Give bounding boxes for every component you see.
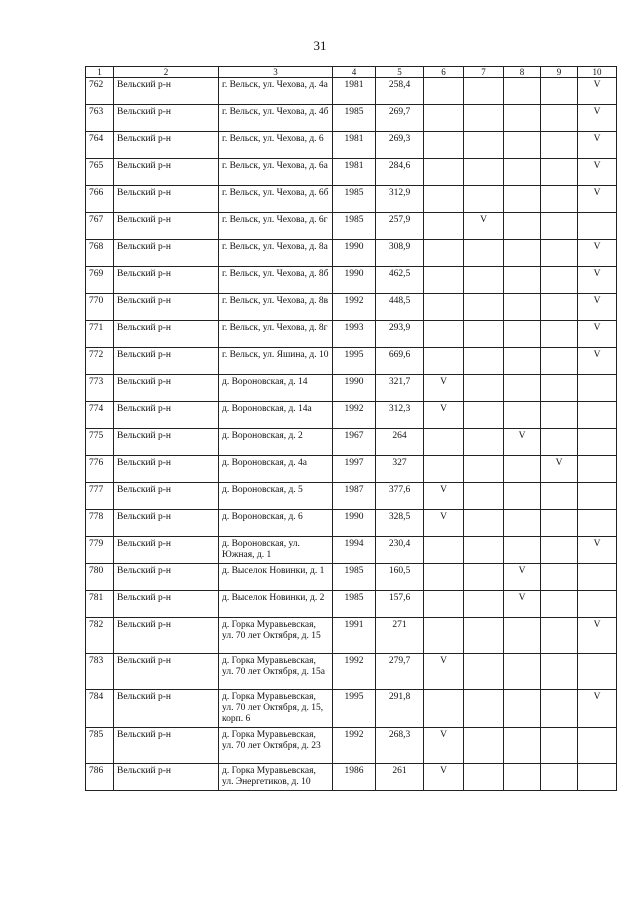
- table-row: [86, 510, 617, 537]
- table-row: [86, 105, 617, 132]
- table-row: [86, 213, 617, 240]
- mark-cell-col-10: V: [578, 537, 617, 564]
- housing-registry-table: [85, 66, 617, 791]
- table-row: [86, 402, 617, 429]
- area-cell: 269,3: [376, 132, 424, 159]
- mark-cell-col-6: [424, 690, 464, 728]
- district-cell: Вельский р-н: [114, 105, 219, 132]
- year-cell: 1985: [333, 186, 376, 213]
- district-cell: Вельский р-н: [114, 591, 219, 618]
- column-header: 7: [464, 67, 504, 78]
- table-row: [86, 564, 617, 591]
- mark-cell-col-9: [541, 618, 578, 654]
- mark-cell-col-9: [541, 591, 578, 618]
- table-row: [86, 690, 617, 728]
- row-number: 772: [86, 348, 114, 375]
- mark-cell-col-9: [541, 728, 578, 764]
- year-cell: 1997: [333, 456, 376, 483]
- area-cell: 308,9: [376, 240, 424, 267]
- mark-cell-col-9: [541, 537, 578, 564]
- address-cell: г. Вельск, ул. Чехова, д. 8а: [219, 240, 333, 267]
- table-row: [86, 456, 617, 483]
- address-cell: д. Выселок Новинки, д. 2: [219, 591, 333, 618]
- mark-cell-col-10: [578, 456, 617, 483]
- address-cell: г. Вельск, ул. Чехова, д. 6г: [219, 213, 333, 240]
- mark-cell-col-7: [464, 348, 504, 375]
- row-number: 786: [86, 764, 114, 791]
- mark-cell-col-9: [541, 321, 578, 348]
- area-cell: 230,4: [376, 537, 424, 564]
- area-cell: 327: [376, 456, 424, 483]
- mark-cell-col-9: [541, 348, 578, 375]
- mark-cell-col-8: [504, 321, 541, 348]
- address-cell: г. Вельск, ул. Чехова, д. 8б: [219, 267, 333, 294]
- row-number: 762: [86, 78, 114, 105]
- year-cell: 1967: [333, 429, 376, 456]
- mark-cell-col-7: [464, 321, 504, 348]
- address-cell: д. Горка Муравьевская, ул. 70 лет Октября, д. 15а: [219, 654, 333, 690]
- district-cell: Вельский р-н: [114, 456, 219, 483]
- year-cell: 1987: [333, 483, 376, 510]
- mark-cell-col-6: [424, 267, 464, 294]
- mark-cell-col-9: [541, 78, 578, 105]
- area-cell: 293,9: [376, 321, 424, 348]
- mark-cell-col-9: [541, 294, 578, 321]
- mark-cell-col-10: [578, 564, 617, 591]
- mark-cell-col-6: V: [424, 510, 464, 537]
- district-cell: Вельский р-н: [114, 159, 219, 186]
- mark-cell-col-7: [464, 483, 504, 510]
- mark-cell-col-7: [464, 690, 504, 728]
- table-row: [86, 764, 617, 791]
- mark-cell-col-10: V: [578, 186, 617, 213]
- row-number: 785: [86, 728, 114, 764]
- mark-cell-col-9: [541, 186, 578, 213]
- district-cell: Вельский р-н: [114, 483, 219, 510]
- mark-cell-col-7: [464, 510, 504, 537]
- mark-cell-col-6: [424, 321, 464, 348]
- mark-cell-col-9: [541, 132, 578, 159]
- mark-cell-col-8: [504, 213, 541, 240]
- address-cell: г. Вельск, ул. Чехова, д. 4а: [219, 78, 333, 105]
- mark-cell-col-7: [464, 105, 504, 132]
- mark-cell-col-6: [424, 240, 464, 267]
- mark-cell-col-8: [504, 483, 541, 510]
- table-row: [86, 728, 617, 764]
- table-row: [86, 537, 617, 564]
- area-cell: 448,5: [376, 294, 424, 321]
- mark-cell-col-10: [578, 764, 617, 791]
- area-cell: 312,9: [376, 186, 424, 213]
- table-row: [86, 78, 617, 105]
- mark-cell-col-6: V: [424, 728, 464, 764]
- row-number: 769: [86, 267, 114, 294]
- address-cell: д. Вороновская, д. 5: [219, 483, 333, 510]
- row-number: 775: [86, 429, 114, 456]
- row-number: 782: [86, 618, 114, 654]
- district-cell: Вельский р-н: [114, 402, 219, 429]
- mark-cell-col-8: [504, 105, 541, 132]
- mark-cell-col-8: V: [504, 429, 541, 456]
- table-row: [86, 375, 617, 402]
- table-header: [86, 67, 617, 78]
- year-cell: 1992: [333, 654, 376, 690]
- mark-cell-col-7: [464, 654, 504, 690]
- year-cell: 1992: [333, 728, 376, 764]
- area-cell: 160,5: [376, 564, 424, 591]
- mark-cell-col-8: [504, 375, 541, 402]
- mark-cell-col-8: V: [504, 564, 541, 591]
- mark-cell-col-8: [504, 510, 541, 537]
- mark-cell-col-10: V: [578, 267, 617, 294]
- mark-cell-col-9: [541, 213, 578, 240]
- year-cell: 1993: [333, 321, 376, 348]
- row-number: 779: [86, 537, 114, 564]
- year-cell: 1994: [333, 537, 376, 564]
- row-number: 778: [86, 510, 114, 537]
- mark-cell-col-7: [464, 294, 504, 321]
- area-cell: 291,8: [376, 690, 424, 728]
- mark-cell-col-7: [464, 375, 504, 402]
- mark-cell-col-6: [424, 618, 464, 654]
- mark-cell-col-10: V: [578, 321, 617, 348]
- mark-cell-col-6: V: [424, 483, 464, 510]
- mark-cell-col-7: [464, 78, 504, 105]
- district-cell: Вельский р-н: [114, 348, 219, 375]
- table-row: [86, 618, 617, 654]
- mark-cell-col-6: [424, 159, 464, 186]
- mark-cell-col-10: [578, 591, 617, 618]
- mark-cell-col-9: [541, 654, 578, 690]
- table-row: [86, 132, 617, 159]
- mark-cell-col-10: [578, 483, 617, 510]
- mark-cell-col-7: [464, 132, 504, 159]
- mark-cell-col-9: [541, 402, 578, 429]
- row-number: 777: [86, 483, 114, 510]
- mark-cell-col-9: [541, 764, 578, 791]
- area-cell: 377,6: [376, 483, 424, 510]
- mark-cell-col-9: [541, 267, 578, 294]
- mark-cell-col-9: [541, 375, 578, 402]
- district-cell: Вельский р-н: [114, 618, 219, 654]
- area-cell: 312,3: [376, 402, 424, 429]
- district-cell: Вельский р-н: [114, 764, 219, 791]
- table-row: [86, 294, 617, 321]
- address-cell: д. Вороновская, д. 6: [219, 510, 333, 537]
- table-row: [86, 348, 617, 375]
- mark-cell-col-6: [424, 537, 464, 564]
- mark-cell-col-9: [541, 429, 578, 456]
- district-cell: Вельский р-н: [114, 690, 219, 728]
- address-cell: д. Вороновская, ул. Южная, д. 1: [219, 537, 333, 564]
- row-number: 765: [86, 159, 114, 186]
- mark-cell-col-6: [424, 105, 464, 132]
- mark-cell-col-10: V: [578, 78, 617, 105]
- year-cell: 1981: [333, 159, 376, 186]
- address-cell: г. Вельск, ул. Чехова, д. 6: [219, 132, 333, 159]
- address-cell: г. Вельск, ул. Чехова, д. 8в: [219, 294, 333, 321]
- address-cell: г. Вельск, ул. Чехова, д. 6б: [219, 186, 333, 213]
- address-cell: г. Вельск, ул. Яшина, д. 10: [219, 348, 333, 375]
- column-header: 3: [219, 67, 333, 78]
- mark-cell-col-9: [541, 690, 578, 728]
- table-row: [86, 483, 617, 510]
- district-cell: Вельский р-н: [114, 267, 219, 294]
- mark-cell-col-7: [464, 186, 504, 213]
- mark-cell-col-6: [424, 186, 464, 213]
- year-cell: 1981: [333, 132, 376, 159]
- column-header: 4: [333, 67, 376, 78]
- row-number: 773: [86, 375, 114, 402]
- mark-cell-col-10: V: [578, 240, 617, 267]
- area-cell: 268,3: [376, 728, 424, 764]
- table-row: [86, 591, 617, 618]
- year-cell: 1985: [333, 591, 376, 618]
- address-cell: г. Вельск, ул. Чехова, д. 4б: [219, 105, 333, 132]
- mark-cell-col-7: [464, 537, 504, 564]
- mark-cell-col-10: [578, 402, 617, 429]
- area-cell: 328,5: [376, 510, 424, 537]
- address-cell: д. Вороновская, д. 2: [219, 429, 333, 456]
- mark-cell-col-10: [578, 510, 617, 537]
- district-cell: Вельский р-н: [114, 429, 219, 456]
- district-cell: Вельский р-н: [114, 321, 219, 348]
- table-row: [86, 240, 617, 267]
- mark-cell-col-8: [504, 456, 541, 483]
- district-cell: Вельский р-н: [114, 213, 219, 240]
- table-row: [86, 159, 617, 186]
- mark-cell-col-9: [541, 159, 578, 186]
- row-number: 763: [86, 105, 114, 132]
- district-cell: Вельский р-н: [114, 78, 219, 105]
- mark-cell-col-6: [424, 429, 464, 456]
- mark-cell-col-6: [424, 348, 464, 375]
- mark-cell-col-7: [464, 159, 504, 186]
- mark-cell-col-10: V: [578, 105, 617, 132]
- address-cell: д. Выселок Новинки, д. 1: [219, 564, 333, 591]
- district-cell: Вельский р-н: [114, 375, 219, 402]
- mark-cell-col-6: [424, 564, 464, 591]
- year-cell: 1981: [333, 78, 376, 105]
- row-number: 771: [86, 321, 114, 348]
- row-number: 784: [86, 690, 114, 728]
- column-header: 9: [541, 67, 578, 78]
- mark-cell-col-6: [424, 456, 464, 483]
- mark-cell-col-6: V: [424, 654, 464, 690]
- row-number: 764: [86, 132, 114, 159]
- year-cell: 1992: [333, 402, 376, 429]
- mark-cell-col-10: [578, 375, 617, 402]
- year-cell: 1985: [333, 213, 376, 240]
- mark-cell-col-6: [424, 78, 464, 105]
- mark-cell-col-8: [504, 618, 541, 654]
- address-cell: д. Горка Муравьевская, ул. 70 лет Октября, д. 15: [219, 618, 333, 654]
- mark-cell-col-10: [578, 213, 617, 240]
- table-row: [86, 429, 617, 456]
- mark-cell-col-7: [464, 402, 504, 429]
- mark-cell-col-10: V: [578, 690, 617, 728]
- column-header: 2: [114, 67, 219, 78]
- address-cell: г. Вельск, ул. Чехова, д. 6а: [219, 159, 333, 186]
- area-cell: 257,9: [376, 213, 424, 240]
- mark-cell-col-9: [541, 564, 578, 591]
- mark-cell-col-10: [578, 654, 617, 690]
- mark-cell-col-8: [504, 78, 541, 105]
- year-cell: 1986: [333, 764, 376, 791]
- column-header: 8: [504, 67, 541, 78]
- mark-cell-col-7: [464, 728, 504, 764]
- mark-cell-col-8: [504, 294, 541, 321]
- year-cell: 1990: [333, 375, 376, 402]
- address-cell: д. Горка Муравьевская, ул. 70 лет Октября, д. 15, корп. 6: [219, 690, 333, 728]
- column-header: 10: [578, 67, 617, 78]
- mark-cell-col-7: [464, 591, 504, 618]
- mark-cell-col-8: [504, 348, 541, 375]
- table-body: [86, 78, 617, 791]
- mark-cell-col-6: [424, 213, 464, 240]
- year-cell: 1995: [333, 690, 376, 728]
- mark-cell-col-9: V: [541, 456, 578, 483]
- district-cell: Вельский р-н: [114, 537, 219, 564]
- mark-cell-col-8: [504, 159, 541, 186]
- district-cell: Вельский р-н: [114, 654, 219, 690]
- district-cell: Вельский р-н: [114, 510, 219, 537]
- mark-cell-col-7: [464, 456, 504, 483]
- area-cell: 157,6: [376, 591, 424, 618]
- mark-cell-col-9: [541, 483, 578, 510]
- mark-cell-col-8: [504, 654, 541, 690]
- address-cell: д. Вороновская, д. 4а: [219, 456, 333, 483]
- area-cell: 264: [376, 429, 424, 456]
- header-row: [86, 67, 617, 78]
- mark-cell-col-8: [504, 690, 541, 728]
- address-cell: д. Вороновская, д. 14а: [219, 402, 333, 429]
- mark-cell-col-7: [464, 618, 504, 654]
- area-cell: 669,6: [376, 348, 424, 375]
- mark-cell-col-10: [578, 728, 617, 764]
- mark-cell-col-10: [578, 429, 617, 456]
- address-cell: д. Горка Муравьевская, ул. Энергетиков, д. 10: [219, 764, 333, 791]
- table-row: [86, 654, 617, 690]
- area-cell: 258,4: [376, 78, 424, 105]
- table-row: [86, 267, 617, 294]
- column-header: 1: [86, 67, 114, 78]
- area-cell: 261: [376, 764, 424, 791]
- district-cell: Вельский р-н: [114, 240, 219, 267]
- mark-cell-col-6: [424, 294, 464, 321]
- address-cell: г. Вельск, ул. Чехова, д. 8г: [219, 321, 333, 348]
- mark-cell-col-7: [464, 564, 504, 591]
- mark-cell-col-7: [464, 764, 504, 791]
- district-cell: Вельский р-н: [114, 728, 219, 764]
- row-number: 780: [86, 564, 114, 591]
- mark-cell-col-8: [504, 728, 541, 764]
- address-cell: д. Вороновская, д. 14: [219, 375, 333, 402]
- area-cell: 271: [376, 618, 424, 654]
- mark-cell-col-9: [541, 510, 578, 537]
- mark-cell-col-7: [464, 429, 504, 456]
- year-cell: 1985: [333, 105, 376, 132]
- mark-cell-col-6: V: [424, 375, 464, 402]
- area-cell: 462,5: [376, 267, 424, 294]
- row-number: 770: [86, 294, 114, 321]
- page-number: 31: [313, 38, 327, 53]
- mark-cell-col-8: [504, 402, 541, 429]
- mark-cell-col-10: V: [578, 348, 617, 375]
- year-cell: 1992: [333, 294, 376, 321]
- mark-cell-col-9: [541, 105, 578, 132]
- mark-cell-col-8: [504, 132, 541, 159]
- mark-cell-col-6: [424, 591, 464, 618]
- row-number: 783: [86, 654, 114, 690]
- year-cell: 1995: [333, 348, 376, 375]
- row-number: 781: [86, 591, 114, 618]
- mark-cell-col-9: [541, 240, 578, 267]
- mark-cell-col-10: V: [578, 132, 617, 159]
- year-cell: 1990: [333, 267, 376, 294]
- mark-cell-col-8: [504, 537, 541, 564]
- mark-cell-col-6: [424, 132, 464, 159]
- area-cell: 279,7: [376, 654, 424, 690]
- column-header: 5: [376, 67, 424, 78]
- mark-cell-col-8: [504, 186, 541, 213]
- year-cell: 1985: [333, 564, 376, 591]
- table-row: [86, 321, 617, 348]
- mark-cell-col-8: [504, 267, 541, 294]
- district-cell: Вельский р-н: [114, 294, 219, 321]
- mark-cell-col-6: V: [424, 764, 464, 791]
- area-cell: 269,7: [376, 105, 424, 132]
- mark-cell-col-10: V: [578, 159, 617, 186]
- row-number: 776: [86, 456, 114, 483]
- district-cell: Вельский р-н: [114, 564, 219, 591]
- mark-cell-col-8: [504, 240, 541, 267]
- mark-cell-col-6: V: [424, 402, 464, 429]
- row-number: 774: [86, 402, 114, 429]
- address-cell: д. Горка Муравьевская, ул. 70 лет Октября, д. 23: [219, 728, 333, 764]
- mark-cell-col-7: [464, 267, 504, 294]
- year-cell: 1991: [333, 618, 376, 654]
- year-cell: 1990: [333, 510, 376, 537]
- district-cell: Вельский р-н: [114, 132, 219, 159]
- mark-cell-col-10: V: [578, 618, 617, 654]
- row-number: 767: [86, 213, 114, 240]
- mark-cell-col-10: V: [578, 294, 617, 321]
- row-number: 768: [86, 240, 114, 267]
- mark-cell-col-8: V: [504, 591, 541, 618]
- table-row: [86, 186, 617, 213]
- year-cell: 1990: [333, 240, 376, 267]
- column-header: 6: [424, 67, 464, 78]
- area-cell: 321,7: [376, 375, 424, 402]
- mark-cell-col-7: V: [464, 213, 504, 240]
- district-cell: Вельский р-н: [114, 186, 219, 213]
- row-number: 766: [86, 186, 114, 213]
- area-cell: 284,6: [376, 159, 424, 186]
- mark-cell-col-7: [464, 240, 504, 267]
- mark-cell-col-8: [504, 764, 541, 791]
